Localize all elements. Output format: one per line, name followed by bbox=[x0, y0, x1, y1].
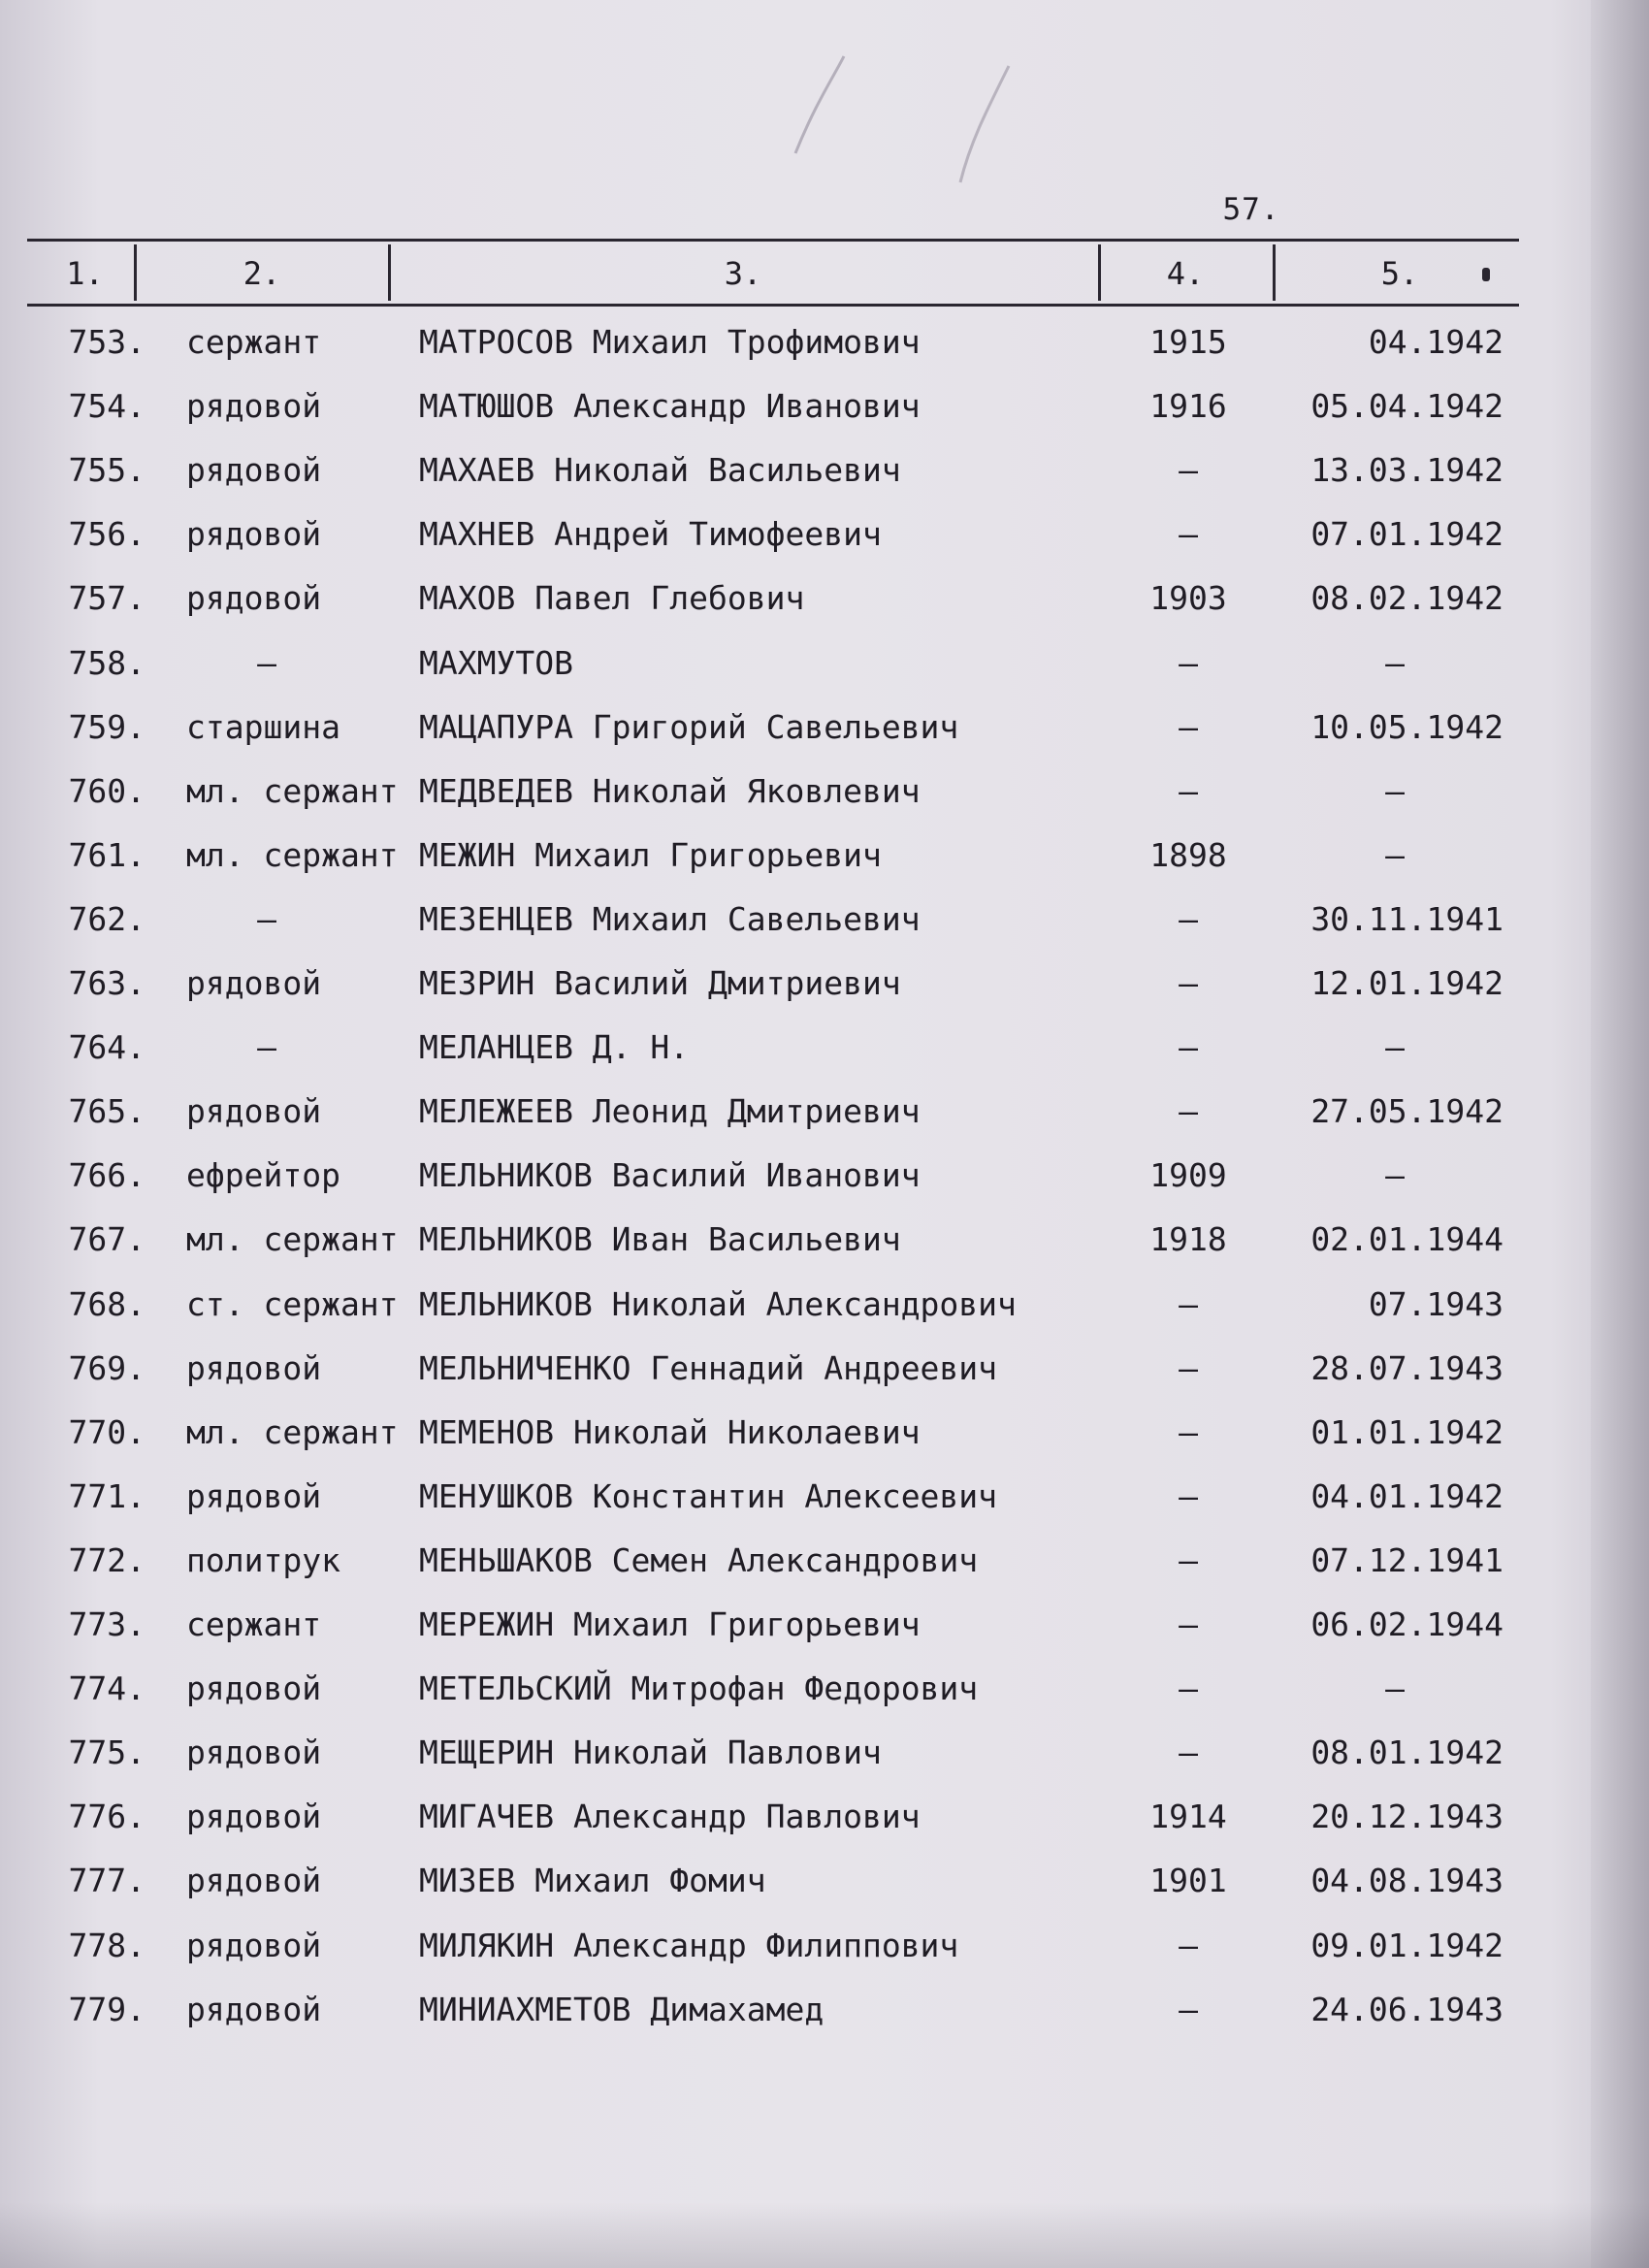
scan-shadow-bottom bbox=[0, 2202, 1649, 2268]
table-row bbox=[0, 1213, 1649, 1267]
row-number: 759. bbox=[68, 707, 146, 746]
header-rule-bottom bbox=[27, 304, 1519, 307]
row-date: 24.06.1943 bbox=[1310, 1990, 1504, 2028]
row-rank: рядовой bbox=[186, 579, 322, 618]
row-name: МЕЛЬНИКОВ Иван Васильевич bbox=[419, 1220, 901, 1259]
table-row bbox=[0, 828, 1649, 883]
row-name: МАЦАПУРА Григорий Савельевич bbox=[419, 707, 959, 746]
row-birth-year: 1903 bbox=[1149, 579, 1227, 618]
row-name: МЕРЕЖИН Михаил Григорьевич bbox=[419, 1605, 921, 1643]
row-rank: рядовой bbox=[186, 964, 322, 1002]
row-date: – bbox=[1385, 835, 1405, 874]
row-birth-year: – bbox=[1179, 1348, 1198, 1387]
table-row bbox=[0, 443, 1649, 498]
row-rank: рядовой bbox=[186, 1990, 322, 2028]
row-date: 20.12.1943 bbox=[1310, 1798, 1504, 1836]
row-rank: рядовой bbox=[186, 1669, 322, 1708]
table-row bbox=[0, 1919, 1649, 1973]
row-number: 758. bbox=[68, 643, 146, 682]
table-row bbox=[0, 315, 1649, 370]
row-rank: рядовой bbox=[186, 1798, 322, 1836]
row-birth-year: – bbox=[1179, 899, 1198, 938]
row-rank: рядовой bbox=[186, 1862, 322, 1900]
table-row bbox=[0, 1021, 1649, 1075]
header-col-3: 3. bbox=[724, 255, 762, 292]
row-date: 30.11.1941 bbox=[1310, 899, 1504, 938]
row-number: 770. bbox=[68, 1412, 146, 1451]
row-rank: ст. сержант bbox=[186, 1284, 399, 1323]
row-number: 756. bbox=[68, 515, 146, 554]
row-name: МЕТЕЛЬСКИЙ Митрофан Федорович bbox=[419, 1669, 979, 1708]
row-name: МЕНУШКОВ Константин Алексеевич bbox=[419, 1476, 998, 1515]
row-date: – bbox=[1385, 1028, 1405, 1067]
row-number: 779. bbox=[68, 1990, 146, 2028]
table-row bbox=[0, 379, 1649, 434]
row-rank: мл. сержант bbox=[186, 1220, 399, 1259]
row-number: 771. bbox=[68, 1476, 146, 1515]
row-birth-year: – bbox=[1179, 1926, 1198, 1964]
table-row bbox=[0, 1342, 1649, 1396]
row-number: 764. bbox=[68, 1028, 146, 1067]
table-row bbox=[0, 1406, 1649, 1460]
row-name: МЕЛЬНИЧЕНКО Геннадий Андреевич bbox=[419, 1348, 998, 1387]
row-name: МЕЛЬНИКОВ Василий Иванович bbox=[419, 1156, 921, 1195]
table-row bbox=[0, 1790, 1649, 1844]
row-rank: мл. сержант bbox=[186, 835, 399, 874]
row-name: МЕМЕНОВ Николай Николаевич bbox=[419, 1412, 921, 1451]
row-birth-year: – bbox=[1179, 1605, 1198, 1643]
row-number: 769. bbox=[68, 1348, 146, 1387]
row-name: МАХНЕВ Андрей Тимофеевич bbox=[419, 515, 882, 554]
row-date: – bbox=[1385, 771, 1405, 810]
row-rank: рядовой bbox=[186, 451, 322, 490]
table-row bbox=[0, 507, 1649, 562]
table-row bbox=[0, 1854, 1649, 1908]
ink-mark bbox=[1482, 268, 1490, 281]
row-name: МАХМУТОВ bbox=[419, 643, 573, 682]
row-date: – bbox=[1385, 1669, 1405, 1708]
header-col-1: 1. bbox=[66, 255, 104, 292]
row-rank: рядовой bbox=[186, 1733, 322, 1772]
row-birth-year: 1914 bbox=[1149, 1798, 1227, 1836]
row-number: 773. bbox=[68, 1605, 146, 1643]
row-birth-year: 1915 bbox=[1149, 323, 1227, 361]
row-rank: старшина bbox=[186, 707, 340, 746]
row-number: 755. bbox=[68, 451, 146, 490]
row-birth-year: – bbox=[1179, 451, 1198, 490]
row-name: МАХАЕВ Николай Васильевич bbox=[419, 451, 901, 490]
row-birth-year: 1918 bbox=[1149, 1220, 1227, 1259]
row-date: 07.01.1942 bbox=[1310, 515, 1504, 554]
row-birth-year: – bbox=[1179, 1284, 1198, 1323]
row-rank: рядовой bbox=[186, 515, 322, 554]
table-row bbox=[0, 1470, 1649, 1524]
row-name: МЕНЬШАКОВ Семен Александрович bbox=[419, 1540, 979, 1579]
row-rank: сержант bbox=[186, 1605, 322, 1643]
row-birth-year: – bbox=[1179, 1669, 1198, 1708]
row-rank: сержант bbox=[186, 323, 322, 361]
row-date: – bbox=[1385, 1156, 1405, 1195]
row-birth-year: – bbox=[1179, 515, 1198, 554]
table-row bbox=[0, 1085, 1649, 1139]
row-date: 27.05.1942 bbox=[1310, 1092, 1504, 1131]
row-birth-year: – bbox=[1179, 1028, 1198, 1067]
row-rank: рядовой bbox=[186, 1926, 322, 1964]
column-separator bbox=[388, 244, 391, 301]
row-number: 768. bbox=[68, 1284, 146, 1323]
row-date: 10.05.1942 bbox=[1310, 707, 1504, 746]
row-date: 08.01.1942 bbox=[1310, 1733, 1504, 1772]
row-name: МЕЛЬНИКОВ Николай Александрович bbox=[419, 1284, 1017, 1323]
row-date: 28.07.1943 bbox=[1310, 1348, 1504, 1387]
table-row bbox=[0, 1598, 1649, 1652]
row-date: 09.01.1942 bbox=[1310, 1926, 1504, 1964]
row-birth-year: 1916 bbox=[1149, 387, 1227, 426]
row-rank: – bbox=[257, 643, 276, 682]
row-number: 772. bbox=[68, 1540, 146, 1579]
header-col-2: 2. bbox=[242, 255, 281, 292]
row-birth-year: – bbox=[1179, 771, 1198, 810]
row-name: МИЛЯКИН Александр Филиппович bbox=[419, 1926, 959, 1964]
column-separator bbox=[134, 244, 137, 301]
row-date: 04.08.1943 bbox=[1310, 1862, 1504, 1900]
row-name: МИНИАХМЕТОВ Димахамед bbox=[419, 1990, 824, 2028]
row-rank: – bbox=[257, 899, 276, 938]
row-name: МИГАЧЕВ Александр Павлович bbox=[419, 1798, 921, 1836]
row-rank: рядовой bbox=[186, 1348, 322, 1387]
row-date: 01.01.1942 bbox=[1310, 1412, 1504, 1451]
table-row bbox=[0, 1534, 1649, 1588]
row-date: 06.02.1944 bbox=[1310, 1605, 1504, 1643]
row-date: 08.02.1942 bbox=[1310, 579, 1504, 618]
row-date: 04.1942 bbox=[1368, 323, 1504, 361]
page-number: 57. bbox=[1222, 192, 1280, 227]
table-row bbox=[0, 1983, 1649, 2037]
row-name: МЕДВЕДЕВ Николай Яковлевич bbox=[419, 771, 921, 810]
table-row bbox=[0, 571, 1649, 626]
row-number: 757. bbox=[68, 579, 146, 618]
column-separator bbox=[1098, 244, 1101, 301]
row-number: 778. bbox=[68, 1926, 146, 1964]
row-date: 07.12.1941 bbox=[1310, 1540, 1504, 1579]
row-birth-year: – bbox=[1179, 1476, 1198, 1515]
row-date: 02.01.1944 bbox=[1310, 1220, 1504, 1259]
row-number: 774. bbox=[68, 1669, 146, 1708]
table-row bbox=[0, 892, 1649, 947]
row-birth-year: – bbox=[1179, 1990, 1198, 2028]
row-number: 776. bbox=[68, 1798, 146, 1836]
row-date: 04.01.1942 bbox=[1310, 1476, 1504, 1515]
row-name: МАХОВ Павел Глебович bbox=[419, 579, 805, 618]
row-number: 762. bbox=[68, 899, 146, 938]
column-separator bbox=[1273, 244, 1276, 301]
table-row bbox=[0, 1726, 1649, 1780]
table-row bbox=[0, 956, 1649, 1011]
row-name: МЕЖИН Михаил Григорьевич bbox=[419, 835, 882, 874]
row-name: МАТЮШОВ Александр Иванович bbox=[419, 387, 921, 426]
row-birth-year: – bbox=[1179, 1092, 1198, 1131]
row-number: 754. bbox=[68, 387, 146, 426]
row-name: МЕЗЕНЦЕВ Михаил Савельевич bbox=[419, 899, 921, 938]
table-row bbox=[0, 764, 1649, 819]
row-name: МИЗЕВ Михаил Фомич bbox=[419, 1862, 766, 1900]
row-name: МЕЩЕРИН Николай Павлович bbox=[419, 1733, 882, 1772]
table-row bbox=[0, 700, 1649, 755]
row-birth-year: 1909 bbox=[1149, 1156, 1227, 1195]
row-number: 760. bbox=[68, 771, 146, 810]
row-date: 13.03.1942 bbox=[1310, 451, 1504, 490]
pen-scratch-mark bbox=[776, 47, 1067, 192]
row-rank: – bbox=[257, 1028, 276, 1067]
row-birth-year: – bbox=[1179, 707, 1198, 746]
row-number: 777. bbox=[68, 1862, 146, 1900]
header-rule-top bbox=[27, 239, 1519, 242]
row-rank: мл. сержант bbox=[186, 771, 399, 810]
row-birth-year: – bbox=[1179, 1540, 1198, 1579]
row-rank: рядовой bbox=[186, 1476, 322, 1515]
row-birth-year: – bbox=[1179, 1412, 1198, 1451]
header-col-4: 4. bbox=[1166, 255, 1205, 292]
row-birth-year: – bbox=[1179, 964, 1198, 1002]
row-date: 07.1943 bbox=[1368, 1284, 1504, 1323]
row-number: 767. bbox=[68, 1220, 146, 1259]
row-rank: ефрейтор bbox=[186, 1156, 340, 1195]
table-row bbox=[0, 636, 1649, 691]
header-col-5: 5. bbox=[1380, 255, 1419, 292]
table-row bbox=[0, 1278, 1649, 1332]
row-date: 05.04.1942 bbox=[1310, 387, 1504, 426]
row-birth-year: – bbox=[1179, 1733, 1198, 1772]
row-number: 765. bbox=[68, 1092, 146, 1131]
row-number: 753. bbox=[68, 323, 146, 361]
table-row bbox=[0, 1662, 1649, 1716]
row-rank: рядовой bbox=[186, 387, 322, 426]
row-rank: рядовой bbox=[186, 1092, 322, 1131]
row-name: МЕЗРИН Василий Дмитриевич bbox=[419, 964, 901, 1002]
row-name: МЕЛАНЦЕВ Д. Н. bbox=[419, 1028, 690, 1067]
row-number: 766. bbox=[68, 1156, 146, 1195]
table-row bbox=[0, 1149, 1649, 1203]
row-birth-year: 1901 bbox=[1149, 1862, 1227, 1900]
row-date: – bbox=[1385, 643, 1405, 682]
row-birth-year: 1898 bbox=[1149, 835, 1227, 874]
row-name: МАТРОСОВ Михаил Трофимович bbox=[419, 323, 921, 361]
row-number: 775. bbox=[68, 1733, 146, 1772]
row-number: 763. bbox=[68, 964, 146, 1002]
row-rank: мл. сержант bbox=[186, 1412, 399, 1451]
row-date: 12.01.1942 bbox=[1310, 964, 1504, 1002]
row-number: 761. bbox=[68, 835, 146, 874]
row-name: МЕЛЕЖЕЕВ Леонид Дмитриевич bbox=[419, 1092, 921, 1131]
row-birth-year: – bbox=[1179, 643, 1198, 682]
row-rank: политрук bbox=[186, 1540, 340, 1579]
